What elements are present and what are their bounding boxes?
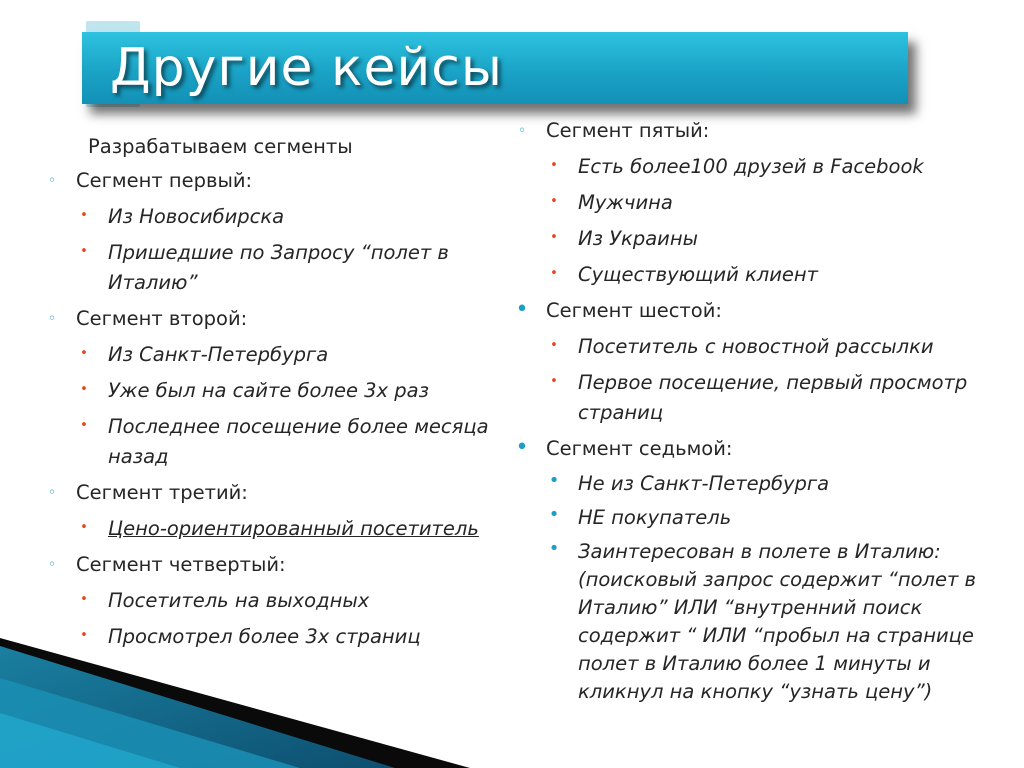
- title-bar: [82, 32, 908, 104]
- segment-item: • Первое посещение, первый просмотр страниц: [546, 368, 1019, 428]
- left-segment-list: [44, 166, 534, 652]
- segment-item: • Из Украины: [546, 224, 1019, 254]
- dot-bullet-icon: •: [80, 592, 88, 607]
- segment-5: [514, 116, 1019, 290]
- segment-items: [546, 470, 1019, 706]
- left-column: [44, 132, 534, 658]
- dot-bullet-icon: •: [550, 374, 558, 389]
- segment-items: [76, 514, 534, 544]
- dot-bullet-icon: •: [550, 158, 558, 173]
- dot-bullet-icon: •: [515, 435, 529, 460]
- segment-label: Сегмент первый:: [76, 169, 253, 192]
- dot-bullet-icon: •: [515, 297, 529, 322]
- segment-item: • Последнее посещение более месяца назад: [76, 412, 534, 472]
- segment-item: • Мужчина: [546, 188, 1019, 218]
- segment-item: • Просмотрел более 3х страниц: [76, 622, 534, 652]
- dot-bullet-icon: •: [80, 208, 88, 223]
- dot-bullet-icon: •: [550, 194, 558, 209]
- right-segment-list: [514, 116, 1019, 706]
- dot-bullet-icon: •: [548, 504, 560, 525]
- segment-item: • Пришедшие по Запросу “полет в Италию”: [76, 238, 534, 298]
- segment-4: [44, 550, 534, 652]
- ring-bullet-icon: ◦: [47, 485, 57, 501]
- segment-label: Сегмент пятый:: [546, 119, 710, 142]
- ring-bullet-icon: ◦: [47, 311, 57, 327]
- segment-item: • Из Новосибирска: [76, 202, 534, 232]
- dot-bullet-icon: •: [550, 230, 558, 245]
- segment-item: • НЕ покупатель: [546, 504, 1019, 532]
- segment-label: Сегмент седьмой:: [546, 437, 733, 460]
- ring-bullet-icon: ◦: [47, 557, 57, 573]
- dot-bullet-icon: •: [550, 338, 558, 353]
- segment-items: [76, 202, 534, 298]
- right-column: [514, 116, 1019, 712]
- dot-bullet-icon: •: [80, 628, 88, 643]
- segment-item: • Посетитель на выходных: [76, 586, 534, 616]
- segment-item: • Заинтересован в полете в Италию: (поисковый запрос содержит “полет в Италию” ИЛИ “внутренний поиск содержит “ ИЛИ “пробыл на странице полет в Италию более 1 минуты и кликнул на кнопку “узнать цену”): [546, 538, 1019, 706]
- segment-2: [44, 304, 534, 472]
- dot-bullet-icon: •: [80, 244, 88, 259]
- segment-7: [514, 434, 1019, 706]
- ring-bullet-icon: ◦: [47, 173, 57, 189]
- segment-label: Сегмент третий:: [76, 481, 248, 504]
- dot-bullet-icon: •: [80, 418, 88, 433]
- segment-1: [44, 166, 534, 298]
- segment-item: • Есть более100 друзей в Facebook: [546, 152, 1019, 182]
- segment-items: [76, 586, 534, 652]
- segment-item: • Уже был на сайте более 3х раз: [76, 376, 534, 406]
- subtitle: Разрабатываем сегменты: [88, 135, 353, 158]
- dot-bullet-icon: •: [550, 266, 558, 281]
- segment-item: • Цено-ориентированный посетитель: [76, 514, 534, 544]
- segment-3: [44, 478, 534, 544]
- page-title: Другие кейсы: [110, 38, 503, 98]
- segment-item: • Существующий клиент: [546, 260, 1019, 290]
- segment-label: Сегмент четвертый:: [76, 553, 286, 576]
- segment-items: [546, 332, 1019, 428]
- segment-item: • Не из Санкт-Петербурга: [546, 470, 1019, 498]
- dot-bullet-icon: •: [548, 470, 560, 491]
- dot-bullet-icon: •: [548, 538, 560, 559]
- ring-bullet-icon: ◦: [517, 123, 527, 139]
- dot-bullet-icon: •: [80, 346, 88, 361]
- segment-label: Сегмент шестой:: [546, 299, 722, 322]
- segment-item: • Посетитель с новостной рассылки: [546, 332, 1019, 362]
- dot-bullet-icon: •: [80, 382, 88, 397]
- segment-items: [76, 340, 534, 472]
- segment-item: • Из Санкт-Петербурга: [76, 340, 534, 370]
- segment-items: [546, 152, 1019, 290]
- segment-6: [514, 296, 1019, 428]
- segment-label: Сегмент второй:: [76, 307, 248, 330]
- dot-bullet-icon: •: [80, 520, 88, 535]
